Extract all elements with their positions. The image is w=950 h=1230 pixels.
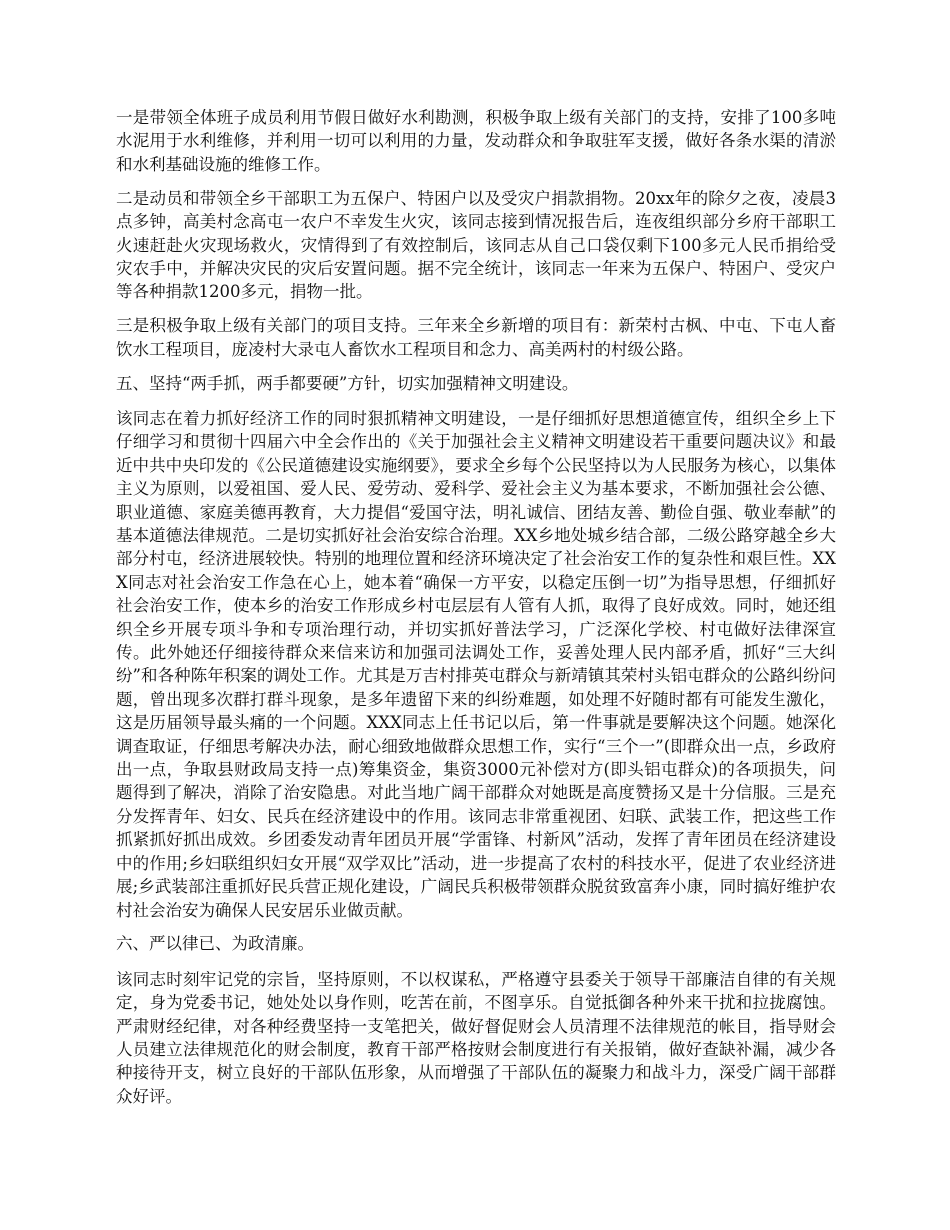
- paragraph-water-conservancy: 一是带领全体班子成员利用节假日做好水利勘测，积极争取上级有关部门的支持，安排了100多吨水泥用于水利维修，并利用一切可以利用的力量，发动群众和争取驻军支援，做好各条水渠的清淤和水利基础设施的维修工作。: [116, 108, 836, 174]
- document-body: [116, 106, 836, 1119]
- paragraph-projects: 三是积极争取上级有关部门的项目支持。三年来全乡新增的项目有：新荣村古枫、中屯、下屯人畜饮水工程项目，庞凌村大录屯人畜饮水工程项目和念力、高美两村的村级公路。: [116, 316, 836, 359]
- paragraph-donations: 二是动员和带领全乡干部职工为五保户、特困户以及受灾户捐款捐物。20xx年的除夕之夜，凌晨3点多钟，高美村念高屯一农户不幸发生火灾，该同志接到情况报告后，连夜组织部分乡府干部职工火速赶赴火灾现场救火，灾情得到了有效控制后，该同志从自己口袋仅剩下100多元人民币捐给受灾农手中，并解决灾民的灾后安置问题。据不完全统计，该同志一年来为五保户、特困户、受灾户等各种捐款1200多元，捐物一批。: [116, 188, 836, 302]
- section-heading-five: 五、坚持“两手抓，两手都要硬”方针，切实加强精神文明建设。: [116, 373, 579, 393]
- paragraph-integrity: 该同志时刻牢记党的宗旨，坚持原则，不以权谋私，严格遵守县委关于领导干部廉洁自律的有关规定，身为党委书记，她处处以身作则，吃苦在前，不图享乐。自觉抵御各种外来干扰和拉拢腐蚀。严肃财经纪律，对各种经费坚持一支笔把关，做好督促财会人员清理不法律规范的帐目，指导财会人员建立法律规范化的财会制度，教育干部严格按财会制度进行有关报销，做好查缺补漏，减少各种接待开支，树立良好的干部队伍形象，从而增强了干部队伍的凝聚力和战斗力，深受广阔干部群众好评。: [116, 969, 836, 1106]
- paragraph-spiritual-civilization: 该同志在着力抓好经济工作的同时狠抓精神文明建设，一是仔细抓好思想道德宣传，组织全乡上下仔细学习和贯彻十四届六中全会作出的《关于加强社会主义精神文明建设若干重要问题决议》和最近中共中央印发的《公民道德建设实施纲要》，要求全乡每个公民坚持以为人民服务为核心，以集体主义为原则，以爱祖国、爱人民、爱劳动、爱科学、爱社会主义为基本要求，不断加强社会公德、职业道德、家庭美德再教育，大力提倡“爱国守法，明礼诚信、团结友善、勤俭自强、敬业奉献”的基本道德法律规范。二是切实抓好社会治安综合治理。XX乡地处城乡结合部，二级公路穿越全乡大部分村屯，经济进展较快。特别的地理位置和经济环境决定了社会治安工作的复杂性和艰巨性。XXX同志对社会治安工作急在心上，她本着“确保一方平安，以稳定压倒一切”为指导思想，仔细抓好社会治安工作，使本乡的治安工作形成乡村屯层层有人管有人抓，取得了良好成效。同时，她还组织全乡开展专项斗争和专项治理行动，并切实抓好普法学习，广泛深化学校、村屯做好法律深宣传。此外她还仔细接待群众来信来访和加强司法调处工作，妥善处理人民内部矛盾，抓好“三大纠纷”和各种陈年积案的调处工作。尤其是万吉村排英屯群众与新靖镇其荣村头铝屯群众的公路纠纷问题，曾出现多次群打群斗现象，是多年遗留下来的纠纷难题，如处理不好随时都有可能发生激化，这是历届领导最头痛的一个问题。XXX同志上任书记以后，第一件事就是要解决这个问题。她深化调查取证，仔细思考解决办法，耐心细致地做群众思想工作，实行“三个一”(即群众出一点，乡政府出一点，争取县财政局支持一点)筹集资金，集资3000元补偿对方(即头铝屯群众)的各项损失，问题得到了解决，消除了治安隐患。对此当地广阔干部群众对她既是高度赞扬又是十分信服。三是充分发挥青年、妇女、民兵在经济建设中的作用。该同志非常重视团、妇联、武装工作，把这些工作抓紧抓好抓出成效。乡团委发动青年团员开展“学雷锋、村新风”活动，发挥了青年团员在经济建设中的作用;乡妇联组织妇女开展“双学双比”活动，进一步提高了农村的科技水平，促进了农业经济进展;乡武装部注重抓好民兵营正规化建设，广阔民兵积极带领群众脱贫致富奔小康，同时搞好维护农村社会治安为确保人民安居乐业做贡献。: [116, 408, 836, 920]
- section-heading-six: 六、严以律已、为政清廉。: [116, 934, 314, 954]
